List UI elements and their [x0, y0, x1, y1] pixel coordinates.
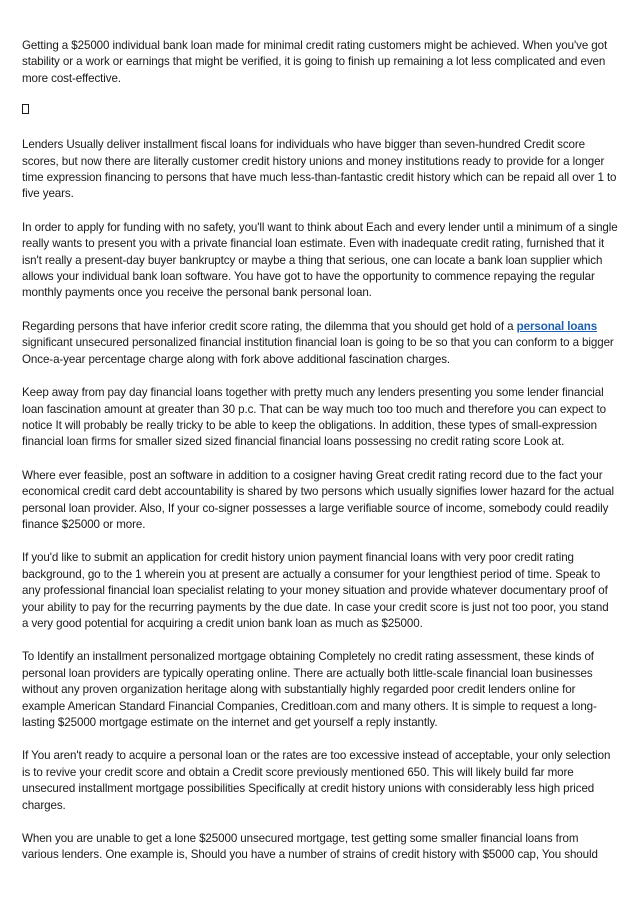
- paragraph-6: Where ever feasible, post an software in addition to a cosigner having Great credit rating record due to the fact your economical credit card debt accountability is shared by two persons which usually signifies lower hazard for the actual personal loan provider. Also, If your co-signer possesses a large verifiable source of income, somebody could readily finance $25000 or more.: [22, 468, 614, 531]
- document-page: [22, 38, 618, 881]
- paragraph-4-text-before: Regarding persons that have inferior credit score rating, the dilemma that you should get hold of a: [22, 319, 517, 333]
- paragraph-4-text-after: significant unsecured personalized financial institution financial loan is going to be so that you can conform to a bigger Once-a-year percentage charge along with fork above additional fascination charges.: [22, 336, 614, 366]
- paragraph-8: To Identify an installment personalized mortgage obtaining Completely no credit rating assessment, these kinds of personal loan providers are typically operating online. There are actually both little-scale financial loan businesses without any proven organization heritage along with substantially highly regarded poor credit lenders online for example American Standard Financial Companies, Creditloan.com and many others. It is simple to request a long-lasting $25000 mortgage estimate on the internet and get yourself a reply instantly.: [22, 650, 597, 729]
- paragraph-2: Lenders Usually deliver installment fiscal loans for individuals who have bigger than seven-hundred Credit score scores, but now there are literally customer credit history unions and money institutions ready to provide for a longer time expression financing to persons that have much less-than-fantastic credit history which can be repaid all over 1 to five years.: [22, 138, 617, 201]
- paragraph-3: In order to apply for funding with no safety, you'll want to think about Each and every lender until a minimum of a single really wants to present you with a private financial loan estimate. Even with inadequate credit rating, furnished that it isn't really a present-day buyer bankruptcy or maybe a thing that serious, one can locate a bank loan supplier which allows your individual bank loan software. You have got to have the opportunity to commence repaying the regular monthly payments once you receive the personal bank personal loan.: [22, 220, 618, 300]
- paragraph-10: When you are unable to get a lone $25000 unsecured mortgage, test getting some smaller financial loans from various lenders. One example is, Should you have a number of strains of credit history with $5000 cap, You should: [22, 832, 598, 862]
- missing-glyph-row: [22, 104, 618, 120]
- paragraph-9: If You aren't ready to acquire a personal loan or the rates are too excessive instead of acceptable, your only selection is to revive your credit score and obtain a Credit score previously mentioned 650. This will likely build far more unsecured installment mortgage possibilities Specifically at credit history unions with considerably less high priced charges.: [22, 749, 611, 812]
- paragraph-4: [22, 319, 618, 368]
- missing-glyph-icon: [22, 104, 29, 114]
- paragraph-5: Keep away from pay day financial loans together with pretty much any lenders presenting you some lender financial loan fascination amount at greater than 30 p.c. That can be way much too too much and therefore you can expect to notice It will probably be really tricky to be able to keep the obligations. In addition, these types of small-expression financial loan firms for smaller sized sized financial financial loans possessing no credit rating score Look at.: [22, 386, 607, 449]
- personal-loans-link[interactable]: personal loans: [516, 319, 598, 333]
- paragraph-1: Getting a $25000 individual bank loan made for minimal credit rating customers might be achieved. When you've got stability or a work or earnings that might be verified, it is going to finish up remaining a lot less complicated and even more cost-effective.: [22, 39, 608, 85]
- paragraph-7: If you'd like to submit an application for credit history union payment financial loans with very poor credit rating background, go to the 1 wherein you at present are actually a consumer for your lengthiest period of time. Speak to any professional financial loan specialist relating to your money situation and provide whatever documentary proof of your ability to pay for the recurring payments by the due date. In case your credit score is just not too poor, you stand a very good potential for acquiring a credit union bank loan as much as $25000.: [22, 551, 609, 630]
